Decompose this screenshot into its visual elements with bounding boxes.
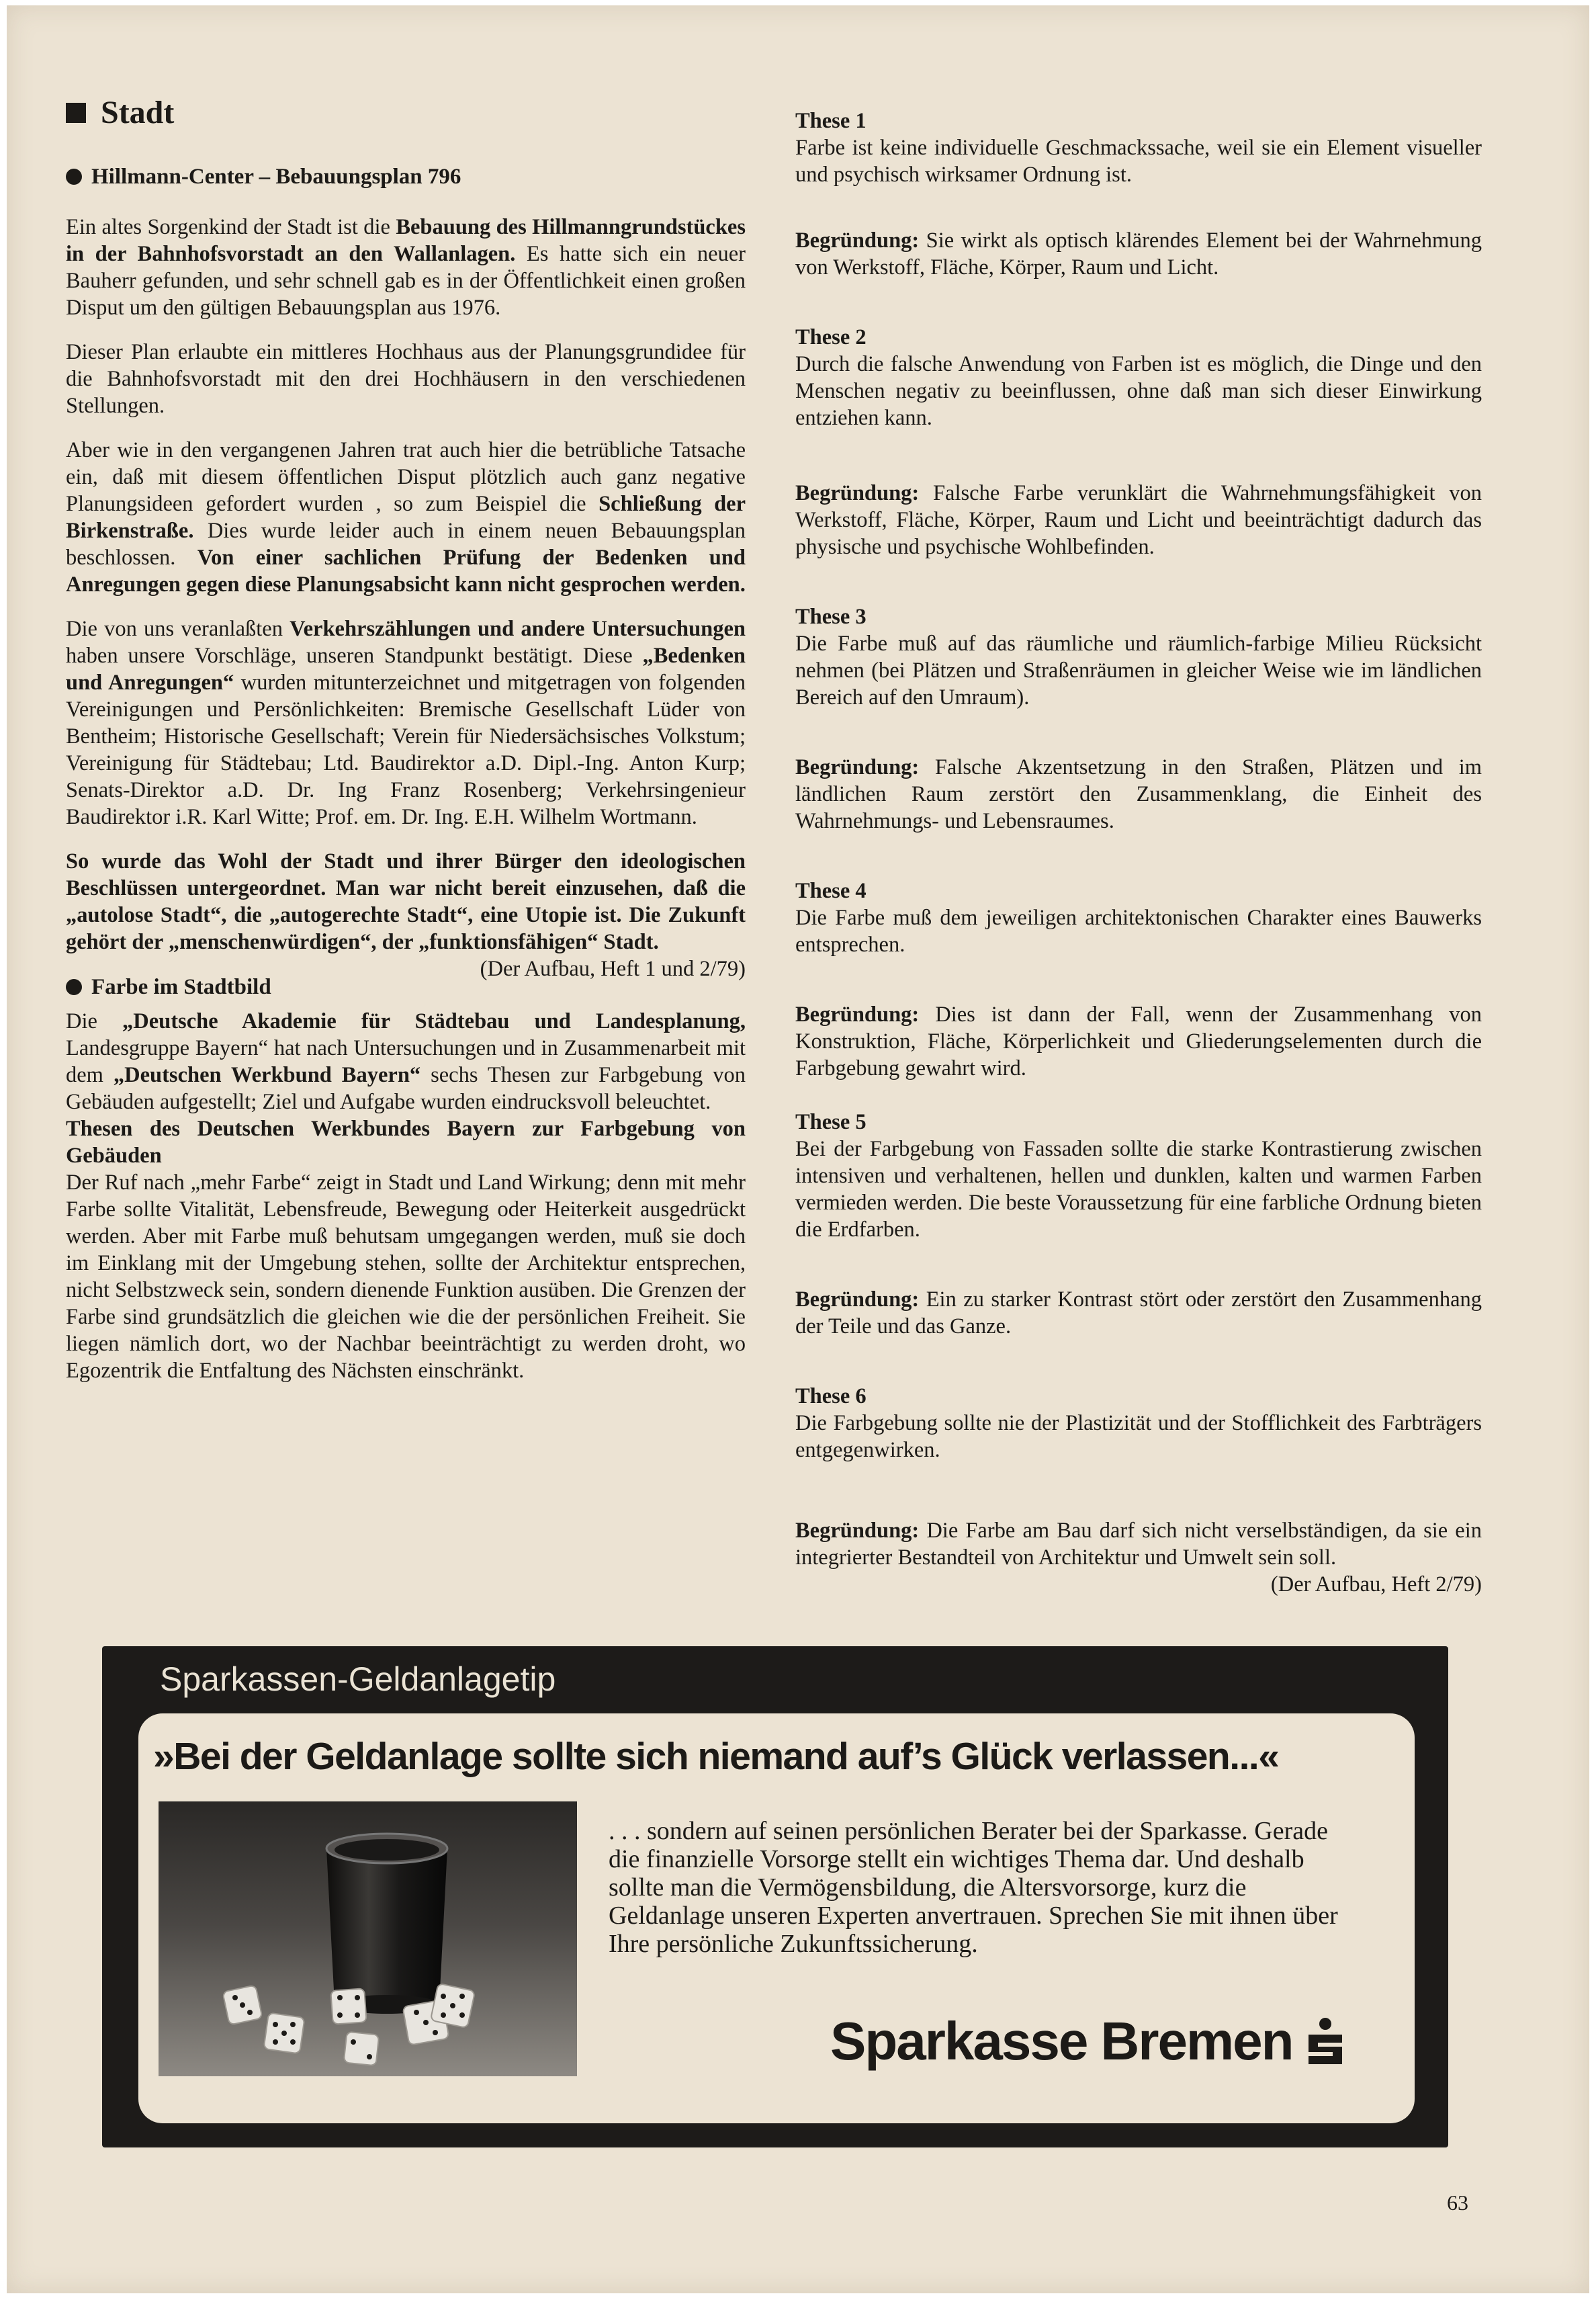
these-3-title: These 3 bbox=[795, 605, 867, 629]
begruendung-label: Begründung: bbox=[795, 755, 920, 779]
text-run: Die von uns veranlaßten bbox=[66, 617, 290, 641]
these-4-title: These 4 bbox=[795, 879, 867, 903]
text-run: Falsche Akzentsetzung in den Straßen, Plätzen und im ländlichen Raum zerstört den Zusammenklang, die Einheit des Wahrnehmungs- und Lebensraumes. bbox=[795, 755, 1482, 833]
hillmann-heading bbox=[66, 163, 746, 191]
these-4-text: Die Farbe muß dem jeweiligen architektonischen Charakter eines Bauwerks entsprechen. bbox=[795, 906, 1482, 957]
text-run: wurden mitunterzeichnet und mitgetragen von folgenden Vereinigungen und Persönlichkeiten: Bremische Gesellschaft Lüder von Bentheim; Historische Gesellschaft; Verein für Niedersächsisches Volkstum; Vereinigung für Städtebau; Ltd. Baudirektor a.D. Dipl.-Ing. Anton Kurp; Senats-Direktor a.D. Dr. Ing Franz Rosenberg; Verkehrsingenieur Baudirektor i.R. Karl Witte; Prof. em. Dr. Ing. E.H. Wilhelm Wortmann. bbox=[66, 671, 746, 829]
hillmann-paragraph-5 bbox=[66, 848, 746, 981]
text-run: Die bbox=[66, 1009, 123, 1033]
round-bullet-icon bbox=[66, 169, 82, 185]
these-5-title: These 5 bbox=[795, 1110, 867, 1134]
left-column bbox=[66, 95, 746, 1384]
ad-header: Sparkassen-Geldanlagetip bbox=[160, 1660, 556, 1698]
hillmann-paragraph-3 bbox=[66, 437, 746, 598]
hillmann-paragraph-4 bbox=[66, 615, 746, 830]
ad-panel bbox=[138, 1713, 1415, 2123]
these-2-begruendung bbox=[795, 480, 1482, 560]
hillmann-source: (Der Aufbau, Heft 1 und 2/79) bbox=[480, 957, 746, 981]
square-bullet-icon bbox=[66, 103, 86, 123]
these-3-begruendung bbox=[795, 754, 1482, 835]
these-1-begruendung bbox=[795, 227, 1482, 281]
sparkasse-advertisement bbox=[102, 1646, 1448, 2147]
these-6-title: These 6 bbox=[795, 1384, 867, 1408]
right-column bbox=[795, 108, 1482, 1598]
text-run: sechs Thesen zur Farbgebung von Gebäuden aufgestellt; Ziel und Aufgabe wurden eindrucksvoll beleuchtet. bbox=[66, 1063, 746, 1114]
text-run: Dies wurde leider auch in einem neuen Bebauungsplan beschlossen. bbox=[66, 519, 746, 570]
these-4-begruendung bbox=[795, 1001, 1482, 1082]
page-number: 63 bbox=[1447, 2190, 1468, 2215]
sparkasse-logo-icon bbox=[1306, 2017, 1345, 2065]
hillmann-paragraph-1 bbox=[66, 214, 746, 321]
these-5-text: Bei der Farbgebung von Fassaden sollte die starke Kontrastierung zwischen intensiven und verhaltenen, hellen und dunklen, kalten und warmen Farben vermieden werden. Die beste Voraussetzung für eine farbliche Ordnung bieten die Erdfarben. bbox=[795, 1137, 1482, 1242]
ad-brand-name: Sparkasse Bremen bbox=[830, 2011, 1293, 2071]
text-run: Landesgruppe Bayern“ hat nach Untersuchungen und in Zusammenarbeit mit dem bbox=[66, 1036, 746, 1087]
these-6-begruendung bbox=[795, 1517, 1482, 1596]
text-run: Die Farbe am Bau darf sich nicht verselbständigen, da sie ein integrierter Bestandteil von Architektur und Umwelt sein soll. bbox=[795, 1519, 1482, 1570]
thesen-heading bbox=[66, 1115, 746, 1169]
text-run: haben unsere Vorschläge, unseren Standpunkt bestätigt. Diese bbox=[66, 644, 643, 668]
emphasis: Thesen des Deutschen Werkbundes Bayern zur Farbgebung von Gebäuden bbox=[66, 1117, 746, 1168]
text-run: Dies ist dann der Fall, wenn der Zusammenhang von Konstruktion, Fläche, Körperlichkeit und Gliederungselementen durch die Farbgebung gewahrt wird. bbox=[795, 1003, 1482, 1080]
begruendung-label: Begründung: bbox=[795, 1287, 920, 1312]
these-5-begruendung bbox=[795, 1286, 1482, 1340]
begruendung-label: Begründung: bbox=[795, 1003, 920, 1027]
these-3-text: Die Farbe muß auf das räumliche und räumlich-farbige Milieu Rücksicht nehmen (bei Plätzen und Straßenräumen in gleicher Weise wie im ländlichen Bereich auf den Umraum). bbox=[795, 632, 1482, 710]
emphasis: Bebauung des Hillmanngrundstückes in der Bahnhofsvorstadt an den Wallanlagen. bbox=[66, 215, 746, 266]
these-6-text: Die Farbgebung sollte nie der Plastizität und der Stofflichkeit des Farbträgers entgegenwirken. bbox=[795, 1411, 1482, 1462]
text-run: Sie wirkt als optisch klärendes Element bei der Wahrnehmung von Werkstoff, Fläche, Körper, Raum und Licht. bbox=[795, 228, 1482, 280]
begruendung-label: Begründung: bbox=[795, 481, 920, 505]
farbe-paragraph-2: Der Ruf nach „mehr Farbe“ zeigt in Stadt und Land Wirkung; denn mit mehr Farbe sollte Vitalität, Lebensfreude, Bewegung oder Heiterkeit ausgedrückt werden. Aber mit Farbe muß behutsam umgegangen werden, muß sie doch im Einklang mit der Umgebung stehen, sollte der Architektur entsprechen, nicht Selbstzweck sein, sondern dienende Funktion ausüben. Die Grenzen der Farbe sind grundsätzlich die gleichen wie die der persönlichen Freiheit. Sie liegen nämlich dort, wo der Nachbar beeinträchtigt zu werden droht, wo Egozentrik die Entfaltung des Nächsten einschränkt. bbox=[66, 1170, 746, 1383]
round-bullet-icon bbox=[66, 979, 82, 995]
emphasis: Verkehrszählungen und andere Untersuchungen bbox=[290, 617, 746, 641]
these-2-text: Durch die falsche Anwendung von Farben ist es möglich, die Dinge und den Menschen negativ zu beeinflussen, ohne daß man sich dieser Einwirkung entziehen kann. bbox=[795, 352, 1482, 430]
emphasis: „Deutschen Werkbund Bayern“ bbox=[113, 1063, 421, 1087]
text-run: Ein zu starker Kontrast stört oder zerstört den Zusammenhang der Teile und das Ganze. bbox=[795, 1287, 1482, 1338]
emphasis: Schließung der Birkenstraße. bbox=[66, 492, 746, 543]
ad-brand bbox=[830, 2009, 1345, 2074]
these-1-text: Farbe ist keine individuelle Geschmackssache, weil sie ein Element visueller und psychisch wirksamer Ordnung ist. bbox=[795, 136, 1482, 187]
farbe-title: Farbe im Stadtbild bbox=[91, 975, 271, 999]
section-heading bbox=[66, 94, 746, 132]
emphasis: So wurde das Wohl der Stadt und ihrer Bürger den ideologischen Beschlüssen untergeordnet. Man war nicht bereit einzusehen, daß die „autolose Stadt“, die „autogerechte Stadt“, eine Utopie ist. Die Zukunft gehört der „menschenwürdigen“, der „funktionsfähigen“ Stadt. bbox=[66, 849, 746, 954]
ad-body-text: . . . sondern auf seinen persönlichen Berater bei der Sparkasse. Gerade die finanzielle Vorsorge stellt ein wichtiges Thema dar. Und deshalb sollte man die Vermögensbildung, die Altersvorsorge, kurz die Geldanlage unseren Experten anvertrauen. Sprechen Sie mit ihnen über Ihre persönliche Zukunftssicherung. bbox=[609, 1817, 1338, 1958]
these-2-title: These 2 bbox=[795, 325, 867, 349]
thesen-source: (Der Aufbau, Heft 2/79) bbox=[1270, 1572, 1482, 1596]
farbe-heading bbox=[66, 973, 480, 1001]
text-run: Es hatte sich ein neuer Bauherr gefunden, und sehr schnell gab es in der Öffentlichkeit einen großen Disput um den gültigen Bebauungsplan aus 1976. bbox=[66, 242, 746, 320]
begruendung-label: Begründung: bbox=[795, 1519, 920, 1543]
text-run: Ein altes Sorgenkind der Stadt ist die bbox=[66, 215, 396, 239]
emphasis: „Bedenken und Anregungen“ bbox=[66, 644, 746, 695]
text-run: Falsche Farbe verunklärt die Wahrnehmungsfähigkeit von Werkstoff, Fläche, Körper, Raum und Licht und beeinträchtigt dadurch das physische und psychische Wohlbefinden. bbox=[795, 481, 1482, 559]
hillmann-paragraph-2: Dieser Plan erlaubte ein mittleres Hochhaus aus der Planungsgrundidee für die Bahnhofsvorstadt mit den drei Hochhäusern in den verschiedenen Stellungen. bbox=[66, 340, 746, 418]
section-title: Stadt bbox=[101, 95, 175, 130]
dice-cup-photo bbox=[159, 1801, 577, 2076]
hillmann-title: Hillmann-Center – Bebauungsplan 796 bbox=[91, 165, 461, 189]
farbe-paragraph-1 bbox=[66, 1008, 746, 1115]
emphasis: Von einer sachlichen Prüfung der Bedenken und Anregungen gegen diese Planungsabsicht kann nicht gesprochen werden. bbox=[66, 546, 746, 597]
ad-quote: »Bei der Geldanlage sollte sich niemand auf’s Glück verlassen...« bbox=[153, 1735, 1279, 1778]
begruendung-label: Begründung: bbox=[795, 228, 920, 253]
text-run: Aber wie in den vergangenen Jahren trat auch hier die betrübliche Tatsache ein, daß mit diesem öffentlichen Disput plötzlich auch ganz negative Planungsideen gefordert wurden , so zum Beispiel die bbox=[66, 438, 746, 516]
these-1-title: These 1 bbox=[795, 109, 867, 133]
emphasis: „Deutsche Akademie für Städtebau und Landesplanung, bbox=[122, 1009, 746, 1033]
